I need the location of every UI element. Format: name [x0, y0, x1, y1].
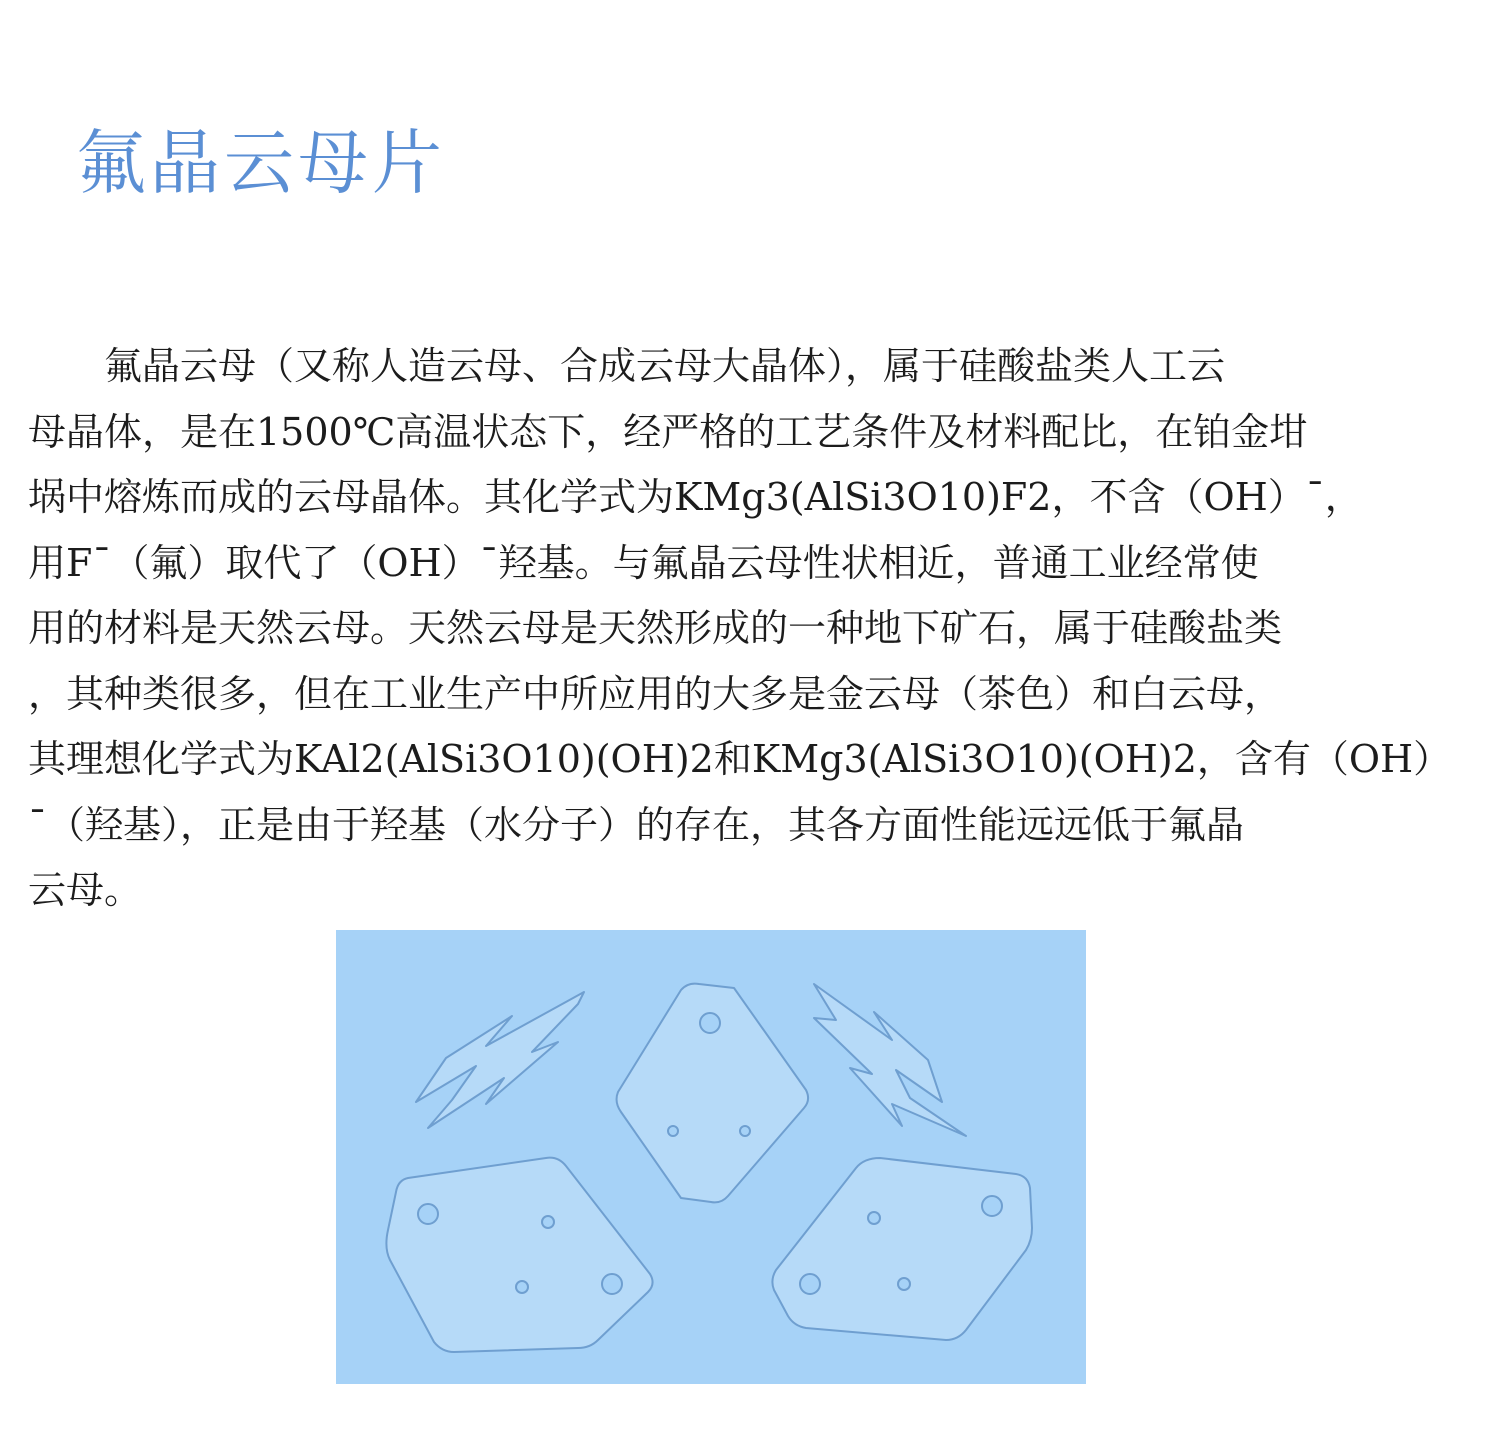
mica-sheets-photo [336, 930, 1086, 1384]
mica-hole [700, 1013, 720, 1033]
mica-hole [668, 1126, 678, 1136]
paragraph-line: 用的材料是天然云母。天然云母是天然形成的一种地下矿石，属于硅酸盐类 [28, 606, 1283, 650]
paragraph-line: ，其种类很多，但在工业生产中所应用的大多是金云母（茶色）和白云母， [28, 671, 1283, 716]
paragraph-line: 其理想化学式为KAl2(AlSi3O10)(OH)2和KMg3(AlSi3O10)(OH)2，含有（OH） [28, 737, 1452, 781]
paragraph-line: 用Fˉ（氟）取代了（OH）ˉ羟基。与氟晶云母性状相近，普通工业经常使 [28, 540, 1259, 585]
body-paragraph [28, 334, 1468, 924]
paragraph-line: 母晶体，是在1500℃高温状态下，经严格的工艺条件及材料配比，在铂金坩 [28, 409, 1308, 454]
mica-hole [740, 1126, 750, 1136]
mica-sheets-illustration [336, 930, 1086, 1384]
paragraph-line: 云母。 [28, 868, 143, 912]
paragraph-line: 氟晶云母（又称人造云母、合成云母大晶体），属于硅酸盐类人工云 [28, 344, 1226, 388]
paragraph-line: ˉ（羟基），正是由于羟基（水分子）的存在，其各方面性能远远低于氟晶 [28, 802, 1245, 847]
paragraph-line: 埚中熔炼而成的云母晶体。其化学式为KMg3(AlSi3O10)F2，不含（OH）ˉ， [28, 475, 1363, 519]
page-title: 氟晶云母片 [76, 122, 446, 204]
